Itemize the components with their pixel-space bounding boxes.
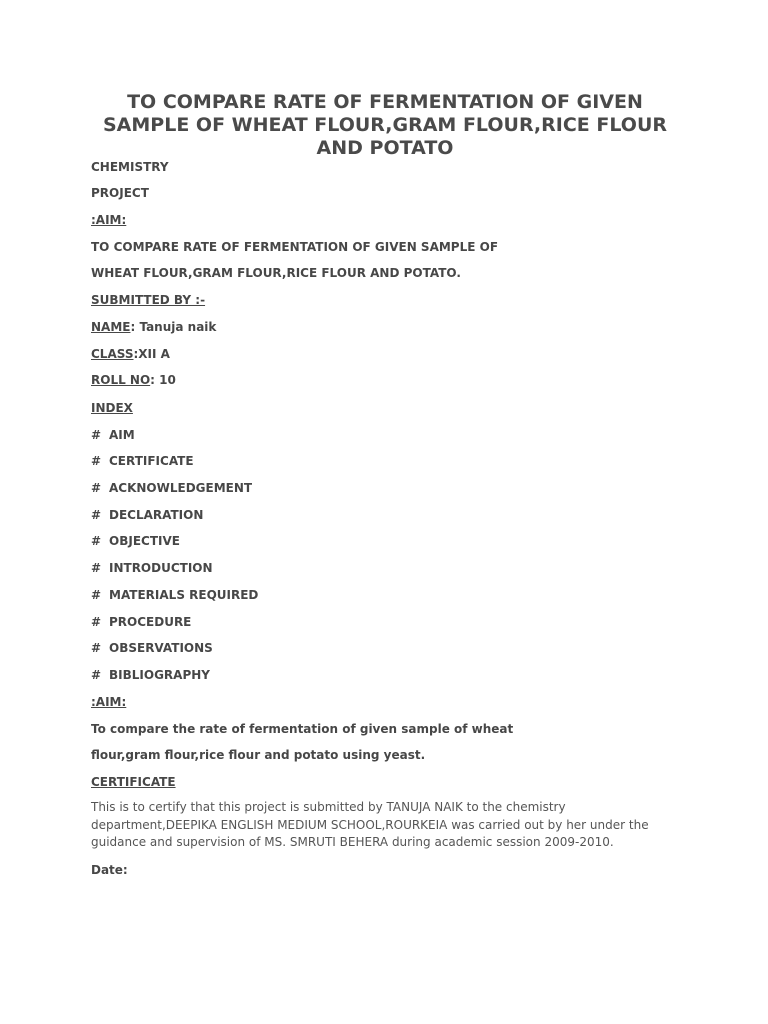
aim-heading-2: :AIM: (91, 695, 127, 709)
index-item-label: DECLARATION (109, 508, 204, 522)
certificate-heading: CERTIFICATE (91, 775, 176, 789)
index-item (91, 587, 258, 603)
page-title: TO COMPARE RATE OF FERMENTATION OF GIVEN SAMPLE OF WHEAT FLOUR,GRAM FLOUR,RICE FLOUR AND POTATO (103, 91, 667, 159)
class-label: CLASS (91, 347, 134, 361)
bullet-mark: # (91, 561, 102, 575)
bullet-mark: # (91, 534, 102, 548)
certificate-paragraph: This is to certify that this project is submitted by TANUJA NAIK to the chemistry department,DEEPIKA ENGLISH MEDIUM SCHOOL,ROURKEIA was carried out by her under the guidance and supervision of MS. SMRUTI BEHERA during academic session 2009-2010. (91, 800, 649, 849)
aim-heading: :AIM: (91, 213, 127, 227)
bullet-mark: # (91, 588, 102, 602)
name-value: : Tanuja naik (130, 320, 217, 334)
index-item (91, 533, 180, 549)
aim2-line-2: flour,gram flour,rice flour and potato using yeast. (91, 748, 426, 762)
class-line (91, 346, 170, 362)
bullet-mark: # (91, 668, 102, 682)
index-heading: INDEX (91, 401, 133, 415)
date-label: Date: (91, 863, 128, 877)
aim-line-1: TO COMPARE RATE OF FERMENTATION OF GIVEN SAMPLE OF (91, 240, 499, 254)
roll-label: ROLL NO (91, 373, 151, 387)
index-item-label: AIM (109, 428, 135, 442)
index-item (91, 640, 213, 656)
index-item (91, 560, 213, 576)
index-item-label: ACKNOWLEDGEMENT (109, 481, 253, 495)
index-item (91, 507, 203, 523)
subject-line: CHEMISTRY (91, 160, 169, 174)
bullet-mark: # (91, 615, 102, 629)
index-item-label: OBSERVATIONS (109, 641, 213, 655)
index-item-label: CERTIFICATE (109, 454, 194, 468)
bullet-mark: # (91, 428, 102, 442)
bullet-mark: # (91, 641, 102, 655)
name-label: NAME (91, 320, 131, 334)
bullet-mark: # (91, 481, 102, 495)
index-item-label: MATERIALS REQUIRED (109, 588, 259, 602)
roll-line (91, 372, 176, 388)
project-line: PROJECT (91, 186, 149, 200)
bullet-mark: # (91, 454, 102, 468)
index-item (91, 614, 191, 630)
submitted-by-heading: SUBMITTED BY :- (91, 293, 206, 307)
class-value: :XII A (133, 347, 170, 361)
index-item (91, 667, 210, 683)
index-item (91, 453, 194, 469)
index-item-label: BIBLIOGRAPHY (109, 668, 210, 682)
aim-line-2: WHEAT FLOUR,GRAM FLOUR,RICE FLOUR AND POTATO. (91, 266, 461, 280)
index-item-label: INTRODUCTION (109, 561, 213, 575)
roll-value: : 10 (150, 373, 176, 387)
bullet-mark: # (91, 508, 102, 522)
index-item (91, 480, 252, 496)
index-item (91, 427, 135, 443)
index-item-label: PROCEDURE (109, 615, 192, 629)
index-item-label: OBJECTIVE (109, 534, 180, 548)
name-line (91, 319, 216, 335)
aim2-line-1: To compare the rate of fermentation of given sample of wheat (91, 722, 514, 736)
